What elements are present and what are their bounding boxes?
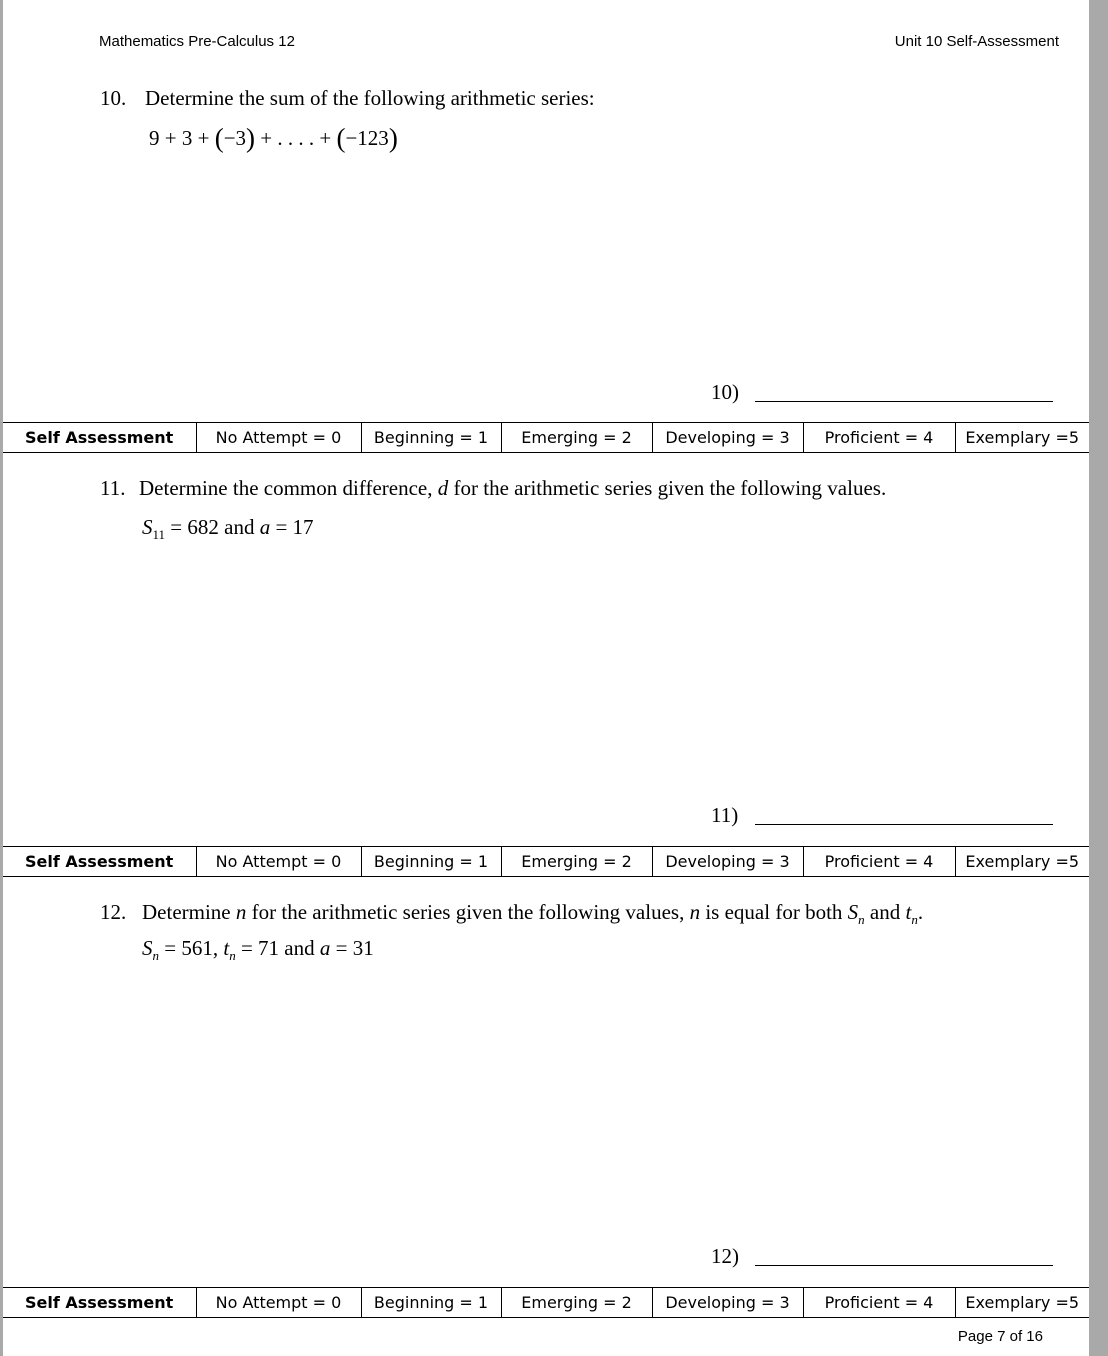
question-10-number: 10. [100, 86, 127, 110]
question-11-equation [142, 515, 314, 543]
rating-developing[interactable]: Developing = 3 [652, 423, 803, 453]
q12-eq-part: = 561, [159, 936, 224, 960]
q12-text-part: and [864, 900, 906, 924]
q12-eq-var: S [142, 936, 153, 960]
question-10-equation [149, 121, 398, 152]
answer-line-11[interactable] [755, 824, 1053, 825]
self-assessment-label: Self Assessment [3, 423, 196, 453]
q12-eq-var: a [319, 936, 331, 960]
rating-developing[interactable]: Developing = 3 [652, 1288, 803, 1318]
answer-label-10: 10) [711, 380, 739, 404]
document-page [3, 0, 1089, 1356]
q10-eq-term: −3 [223, 126, 247, 150]
q11-eq-var: a [259, 515, 271, 539]
q10-eq-term: −123 [345, 126, 389, 150]
self-assessment-table-12 [3, 1287, 1089, 1318]
header-unit-title: Unit 10 Self-Assessment [894, 33, 1059, 50]
q12-var: n [689, 900, 701, 924]
q12-var: n [235, 900, 247, 924]
rating-proficient[interactable]: Proficient = 4 [803, 1288, 955, 1318]
q11-eq-part: = 682 and [165, 515, 260, 539]
q12-eq-part: = 31 [330, 936, 374, 960]
q10-eq-part: 9 + 3 + [149, 126, 215, 150]
q11-eq-sub: 11 [152, 527, 166, 543]
q10-paren: ) [246, 123, 256, 153]
answer-label-11: 11) [711, 803, 739, 827]
rating-emerging[interactable]: Emerging = 2 [501, 423, 652, 453]
header-course-title: Mathematics Pre-Calculus 12 [99, 33, 295, 50]
rating-exemplary[interactable]: Exemplary =5 [955, 1288, 1089, 1318]
q11-var: d [437, 476, 449, 500]
rating-proficient[interactable]: Proficient = 4 [803, 423, 955, 453]
q11-text-part: Determine the common difference, [139, 476, 438, 500]
q11-eq-var: S [142, 515, 153, 539]
self-assessment-table-10 [3, 422, 1089, 453]
rating-beginning[interactable]: Beginning = 1 [361, 423, 501, 453]
q12-eq-var: t [223, 936, 230, 960]
rating-emerging[interactable]: Emerging = 2 [501, 1288, 652, 1318]
q12-eq-sub: n [229, 948, 236, 964]
rating-developing[interactable]: Developing = 3 [652, 847, 803, 877]
q12-var: S [847, 900, 859, 924]
q10-eq-part: + . . . . + [255, 126, 337, 150]
self-assessment-label: Self Assessment [3, 1288, 196, 1318]
rating-exemplary[interactable]: Exemplary =5 [955, 423, 1089, 453]
rating-no-attempt[interactable]: No Attempt = 0 [196, 1288, 361, 1318]
self-assessment-label: Self Assessment [3, 847, 196, 877]
q12-var: t [905, 900, 912, 924]
rating-beginning[interactable]: Beginning = 1 [361, 847, 501, 877]
rating-no-attempt[interactable]: No Attempt = 0 [196, 423, 361, 453]
answer-line-12[interactable] [755, 1265, 1053, 1266]
answer-line-10[interactable] [755, 401, 1053, 402]
q12-text-part: Determine [142, 900, 236, 924]
self-assessment-table-11 [3, 846, 1089, 877]
q11-eq-part: = 17 [270, 515, 314, 539]
q12-text-part: for the arithmetic series given the following values, [246, 900, 690, 924]
rating-no-attempt[interactable]: No Attempt = 0 [196, 847, 361, 877]
question-12-text [142, 900, 923, 928]
question-12-equation [142, 936, 374, 964]
answer-label-12: 12) [711, 1244, 739, 1268]
page-number: Page 7 of 16 [957, 1328, 1043, 1345]
question-11-number: 11. [100, 476, 126, 500]
q12-eq-part: = 71 and [235, 936, 320, 960]
q11-text-part: for the arithmetic series given the following values. [448, 476, 887, 500]
q10-paren: ( [336, 123, 346, 153]
q12-text-part: is equal for both [700, 900, 848, 924]
question-10-text: Determine the sum of the following arithmetic series: [145, 86, 595, 110]
q12-eq-sub: n [152, 948, 159, 964]
rating-beginning[interactable]: Beginning = 1 [361, 1288, 501, 1318]
q12-sub: n [858, 912, 865, 928]
q10-paren: ( [214, 123, 224, 153]
rating-proficient[interactable]: Proficient = 4 [803, 847, 955, 877]
question-12-number: 12. [100, 900, 127, 924]
q10-paren: ) [388, 123, 398, 153]
rating-exemplary[interactable]: Exemplary =5 [955, 847, 1089, 877]
q12-sub: n [911, 912, 918, 928]
rating-emerging[interactable]: Emerging = 2 [501, 847, 652, 877]
question-11-text [139, 476, 886, 501]
q12-text-part: . [917, 900, 924, 924]
